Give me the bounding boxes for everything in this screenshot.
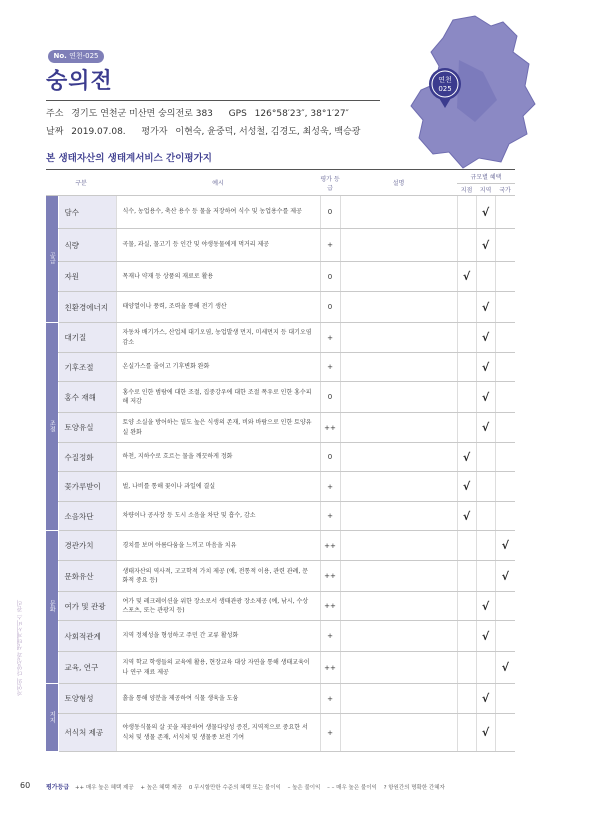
item-cell: 교육, 연구 <box>58 652 116 684</box>
description-cell <box>340 652 457 684</box>
date-value: 2019.07.08. <box>71 127 126 137</box>
scale-local-cell <box>457 502 476 531</box>
grade-cell: + <box>320 714 340 752</box>
scale-national-cell <box>495 413 515 443</box>
description-cell <box>340 592 457 621</box>
scale-regional-cell <box>476 413 495 443</box>
scale-national-cell <box>495 561 515 592</box>
description-cell <box>340 531 457 561</box>
evaluation-table <box>46 169 515 752</box>
address-label: 주소 <box>46 109 64 119</box>
category-label: 문화 <box>48 600 56 612</box>
category-label: 지지 <box>48 710 56 723</box>
table-row <box>46 353 515 382</box>
item-cell: 기후조절 <box>58 353 116 382</box>
description-cell <box>340 443 457 472</box>
description-cell <box>340 684 457 714</box>
section-title: 본 생태자산의 생태계서비스 간이평가지 <box>46 153 212 164</box>
grade-cell: + <box>320 472 340 502</box>
grade-cell: 0 <box>320 292 340 323</box>
check-mark-icon: √ <box>481 331 490 344</box>
scale-local-cell <box>457 353 476 382</box>
scale-national-cell <box>495 592 515 621</box>
scale-regional-cell <box>476 472 495 502</box>
date-line <box>46 124 361 137</box>
table-row <box>46 592 515 621</box>
scale-regional-cell <box>476 621 495 652</box>
item-cell: 담수 <box>58 196 116 229</box>
grade-cell: + <box>320 323 340 353</box>
grade-cell: 0 <box>320 196 340 229</box>
scale-local-cell <box>457 652 476 684</box>
scale-national-cell <box>495 684 515 714</box>
item-cell: 서식처 제공 <box>58 714 116 752</box>
table-row <box>46 472 515 502</box>
table-row <box>46 323 515 353</box>
example-cell: 목재나 약재 등 상품의 재료로 활용 <box>116 262 320 292</box>
description-cell <box>340 502 457 531</box>
check-mark-icon: √ <box>481 205 490 219</box>
table-row <box>46 684 515 714</box>
category-cell <box>46 323 58 531</box>
scale-national-cell <box>495 714 515 752</box>
check-mark-icon: √ <box>462 450 471 464</box>
scale-regional-cell <box>476 323 495 353</box>
grade-cell: + <box>320 621 340 652</box>
check-mark-icon: √ <box>501 661 509 674</box>
address-line <box>46 106 349 119</box>
scale-local-cell <box>457 443 476 472</box>
legend-item: + 높은 혜택 제공 <box>140 785 183 791</box>
scale-national-cell <box>495 502 515 531</box>
scale-national-cell <box>495 472 515 502</box>
item-cell: 자원 <box>58 262 116 292</box>
page-title: 숭의전 <box>46 69 113 94</box>
table-row <box>46 196 515 229</box>
gps-label: GPS <box>228 109 247 119</box>
check-mark-icon: √ <box>481 238 490 252</box>
scale-national-cell <box>495 229 515 262</box>
scale-regional-cell <box>476 382 495 413</box>
date-label: 날짜 <box>46 127 64 137</box>
table-row <box>46 382 515 413</box>
table-body <box>46 196 515 752</box>
evaluator-value: 이현숙, 윤중덕, 서성철, 김경도, 최성욱, 백승광 <box>175 127 361 137</box>
address-value: 경기도 연천군 미산면 숭의전로 383 <box>71 109 213 119</box>
item-cell: 식량 <box>58 229 116 262</box>
description-cell <box>340 472 457 502</box>
example-cell: 자동차 배기가스, 산업체 대기오염, 농업발생 먼지, 미세먼지 등 대기오염 감소 <box>116 323 320 353</box>
scale-local-cell <box>457 196 476 229</box>
example-cell: 지역 학교 학생들의 교육에 활용, 현장교육 대상 자연을 통해 생태교육이나 연구 재료 제공 <box>116 652 320 684</box>
grade-cell: ++ <box>320 413 340 443</box>
scale-regional-cell <box>476 531 495 561</box>
table-row <box>46 262 515 292</box>
scale-national-cell <box>495 262 515 292</box>
grade-cell: 0 <box>320 262 340 292</box>
scale-national-cell <box>495 382 515 413</box>
legend-item: – – 매우 높은 불이익 <box>327 785 377 791</box>
grade-cell: ++ <box>320 531 340 561</box>
grade-cell: + <box>320 353 340 382</box>
category-label: 조절 <box>48 419 56 432</box>
scale-national-cell <box>495 652 515 684</box>
scale-national-cell <box>495 196 515 229</box>
check-mark-icon: √ <box>481 599 490 613</box>
evaluator-label: 평가자 <box>141 127 168 137</box>
header-description: 설명 <box>340 170 457 196</box>
scale-regional-cell <box>476 652 495 684</box>
scale-regional-cell <box>476 592 495 621</box>
item-cell: 친환경에너지 <box>58 292 116 323</box>
category-cell <box>46 684 58 752</box>
table-row <box>46 292 515 323</box>
item-cell: 홍수 재해 <box>58 382 116 413</box>
scale-local-cell <box>457 592 476 621</box>
table-row <box>46 229 515 262</box>
scale-local-cell <box>457 621 476 652</box>
scale-regional-cell <box>476 502 495 531</box>
scale-regional-cell <box>476 229 495 262</box>
table-row <box>46 621 515 652</box>
side-text: 자연의 다양성과 생태계서비스 관리 <box>17 600 24 696</box>
scale-regional-cell <box>476 714 495 752</box>
grade-legend <box>46 782 450 791</box>
description-cell <box>340 323 457 353</box>
scale-national-cell <box>495 531 515 561</box>
item-cell: 수질정화 <box>58 443 116 472</box>
grade-cell: + <box>320 229 340 262</box>
header-national: 국가 <box>495 184 515 196</box>
legend-item: ++ 매우 높은 혜택 제공 <box>74 785 134 791</box>
scale-regional-cell <box>476 684 495 714</box>
check-mark-icon: √ <box>501 539 509 552</box>
scale-local-cell <box>457 561 476 592</box>
example-cell: 경치를 보며 아름다움을 느끼고 마음을 치유 <box>116 531 320 561</box>
example-cell: 토양 소실을 방어하는 밀도 높은 식생의 존재, 비와 바람으로 인한 토양유실 완화 <box>116 413 320 443</box>
scale-local-cell <box>457 292 476 323</box>
item-cell: 꽃가루받이 <box>58 472 116 502</box>
description-cell <box>340 413 457 443</box>
scale-local-cell <box>457 323 476 353</box>
example-cell: 야생동식물의 살 곳을 제공하여 생물다양성 증진, 지역적으로 중요한 서식처 및 생물 존재, 서식처 및 생물종 보전 기여 <box>116 714 320 752</box>
table-row <box>46 531 515 561</box>
scale-regional-cell <box>476 443 495 472</box>
tag-prefix: No. <box>53 52 67 60</box>
header-regional: 지역 <box>476 184 495 196</box>
description-cell <box>340 561 457 592</box>
scale-national-cell <box>495 621 515 652</box>
pin-line1: 연천 <box>438 76 452 84</box>
legend-item: – 높은 불이익 <box>287 785 321 791</box>
check-mark-icon: √ <box>481 692 490 705</box>
scale-regional-cell <box>476 292 495 323</box>
item-cell: 토양유실 <box>58 413 116 443</box>
title-divider <box>46 100 380 101</box>
table-row <box>46 652 515 684</box>
example-cell: 차량이나 공사장 등 도시 소음을 차단 및 흡수, 감소 <box>116 502 320 531</box>
scale-national-cell <box>495 292 515 323</box>
header-local: 지점 <box>457 184 476 196</box>
description-cell <box>340 714 457 752</box>
scale-local-cell <box>457 262 476 292</box>
item-cell: 여가 및 관광 <box>58 592 116 621</box>
example-cell: 벌, 나비를 통해 꽃이나 과일에 결실 <box>116 472 320 502</box>
header-category: 구분 <box>46 170 116 196</box>
grade-cell: ++ <box>320 592 340 621</box>
category-cell <box>46 531 58 684</box>
example-cell: 온실가스를 줄이고 기후변화 완화 <box>116 353 320 382</box>
description-cell <box>340 292 457 323</box>
check-mark-icon: √ <box>481 421 490 434</box>
header-grade: 평가 등급 <box>320 170 340 196</box>
description-cell <box>340 621 457 652</box>
grade-cell: + <box>320 684 340 714</box>
table-row <box>46 561 515 592</box>
table-row <box>46 443 515 472</box>
grade-cell: 0 <box>320 382 340 413</box>
gps-value: 126°58′23″, 38°1′27″ <box>254 109 349 119</box>
scale-local-cell <box>457 714 476 752</box>
check-mark-icon: √ <box>481 629 490 643</box>
example-cell: 곡물, 과실, 물고기 등 인간 및 야생동물에게 먹거리 제공 <box>116 229 320 262</box>
header-scale: 규모별 혜택 <box>457 170 515 184</box>
item-cell: 문화유산 <box>58 561 116 592</box>
scale-local-cell <box>457 229 476 262</box>
description-cell <box>340 196 457 229</box>
example-cell: 홍수로 인한 범람에 대한 조절, 집중강우에 대한 조절 폭우로 인한 홍수피해 저감 <box>116 382 320 413</box>
example-cell: 여가 및 레크레이션을 위한 장소로서 생태관광 장소제공 (예, 낚시, 수상스포츠, 또는 관광지 등) <box>116 592 320 621</box>
check-mark-icon: √ <box>462 480 471 493</box>
description-cell <box>340 353 457 382</box>
scale-regional-cell <box>476 353 495 382</box>
example-cell: 지역 정체성을 형성하고 주민 간 교류 활성화 <box>116 621 320 652</box>
scale-local-cell <box>457 413 476 443</box>
grade-cell: + <box>320 502 340 531</box>
check-mark-icon: √ <box>501 569 509 583</box>
legend-item: 0 무시할만한 수준의 혜택 또는 불이익 <box>188 785 281 791</box>
item-cell: 사회적관계 <box>58 621 116 652</box>
pin-line2: 025 <box>438 85 452 93</box>
scale-national-cell <box>495 323 515 353</box>
category-label: 공급 <box>48 252 56 264</box>
description-cell <box>340 229 457 262</box>
scale-local-cell <box>457 382 476 413</box>
scale-local-cell <box>457 472 476 502</box>
scale-local-cell <box>457 684 476 714</box>
region-map <box>405 12 540 170</box>
item-cell: 대기질 <box>58 323 116 353</box>
item-cell: 경관가치 <box>58 531 116 561</box>
item-cell: 소음차단 <box>58 502 116 531</box>
header-example: 예시 <box>116 170 320 196</box>
check-mark-icon: √ <box>481 726 490 739</box>
scale-regional-cell <box>476 262 495 292</box>
asset-number-tag <box>48 50 104 63</box>
scale-national-cell <box>495 353 515 382</box>
category-cell <box>46 196 58 323</box>
tag-code: 연천-025 <box>69 52 99 60</box>
grade-cell: ++ <box>320 652 340 684</box>
check-mark-icon: √ <box>462 270 471 283</box>
check-mark-icon: √ <box>481 390 490 404</box>
check-mark-icon: √ <box>481 300 490 314</box>
legend-item: ? 항원간의 명확한 간혜자 <box>383 785 445 791</box>
example-cell: 흙을 통해 양분을 제공하여 식물 생육을 도움 <box>116 684 320 714</box>
legend-label: 평가등급 <box>46 784 70 791</box>
description-cell <box>340 262 457 292</box>
example-cell: 태양열이나 풍력, 조력을 통해 전기 생산 <box>116 292 320 323</box>
grade-cell: 0 <box>320 443 340 472</box>
example-cell: 하천, 지하수로 흐르는 물을 깨끗하게 정화 <box>116 443 320 472</box>
check-mark-icon: √ <box>481 360 490 374</box>
side-running-text <box>16 600 26 770</box>
table-row <box>46 714 515 752</box>
scale-national-cell <box>495 443 515 472</box>
grade-cell: ++ <box>320 561 340 592</box>
check-mark-icon: √ <box>462 509 471 523</box>
scale-regional-cell <box>476 196 495 229</box>
example-cell: 생태자산의 역사적, 고고학적 가치 제공 (예, 전통적 이용, 관련 관례, 문화적 중요 등) <box>116 561 320 592</box>
item-cell: 토양형성 <box>58 684 116 714</box>
scale-local-cell <box>457 531 476 561</box>
table-row <box>46 502 515 531</box>
description-cell <box>340 382 457 413</box>
page-number: 60 <box>20 781 31 790</box>
scale-regional-cell <box>476 561 495 592</box>
table-row <box>46 413 515 443</box>
example-cell: 식수, 농업용수, 축산 용수 등 물을 저장하여 식수 및 농업용수를 제공 <box>116 196 320 229</box>
